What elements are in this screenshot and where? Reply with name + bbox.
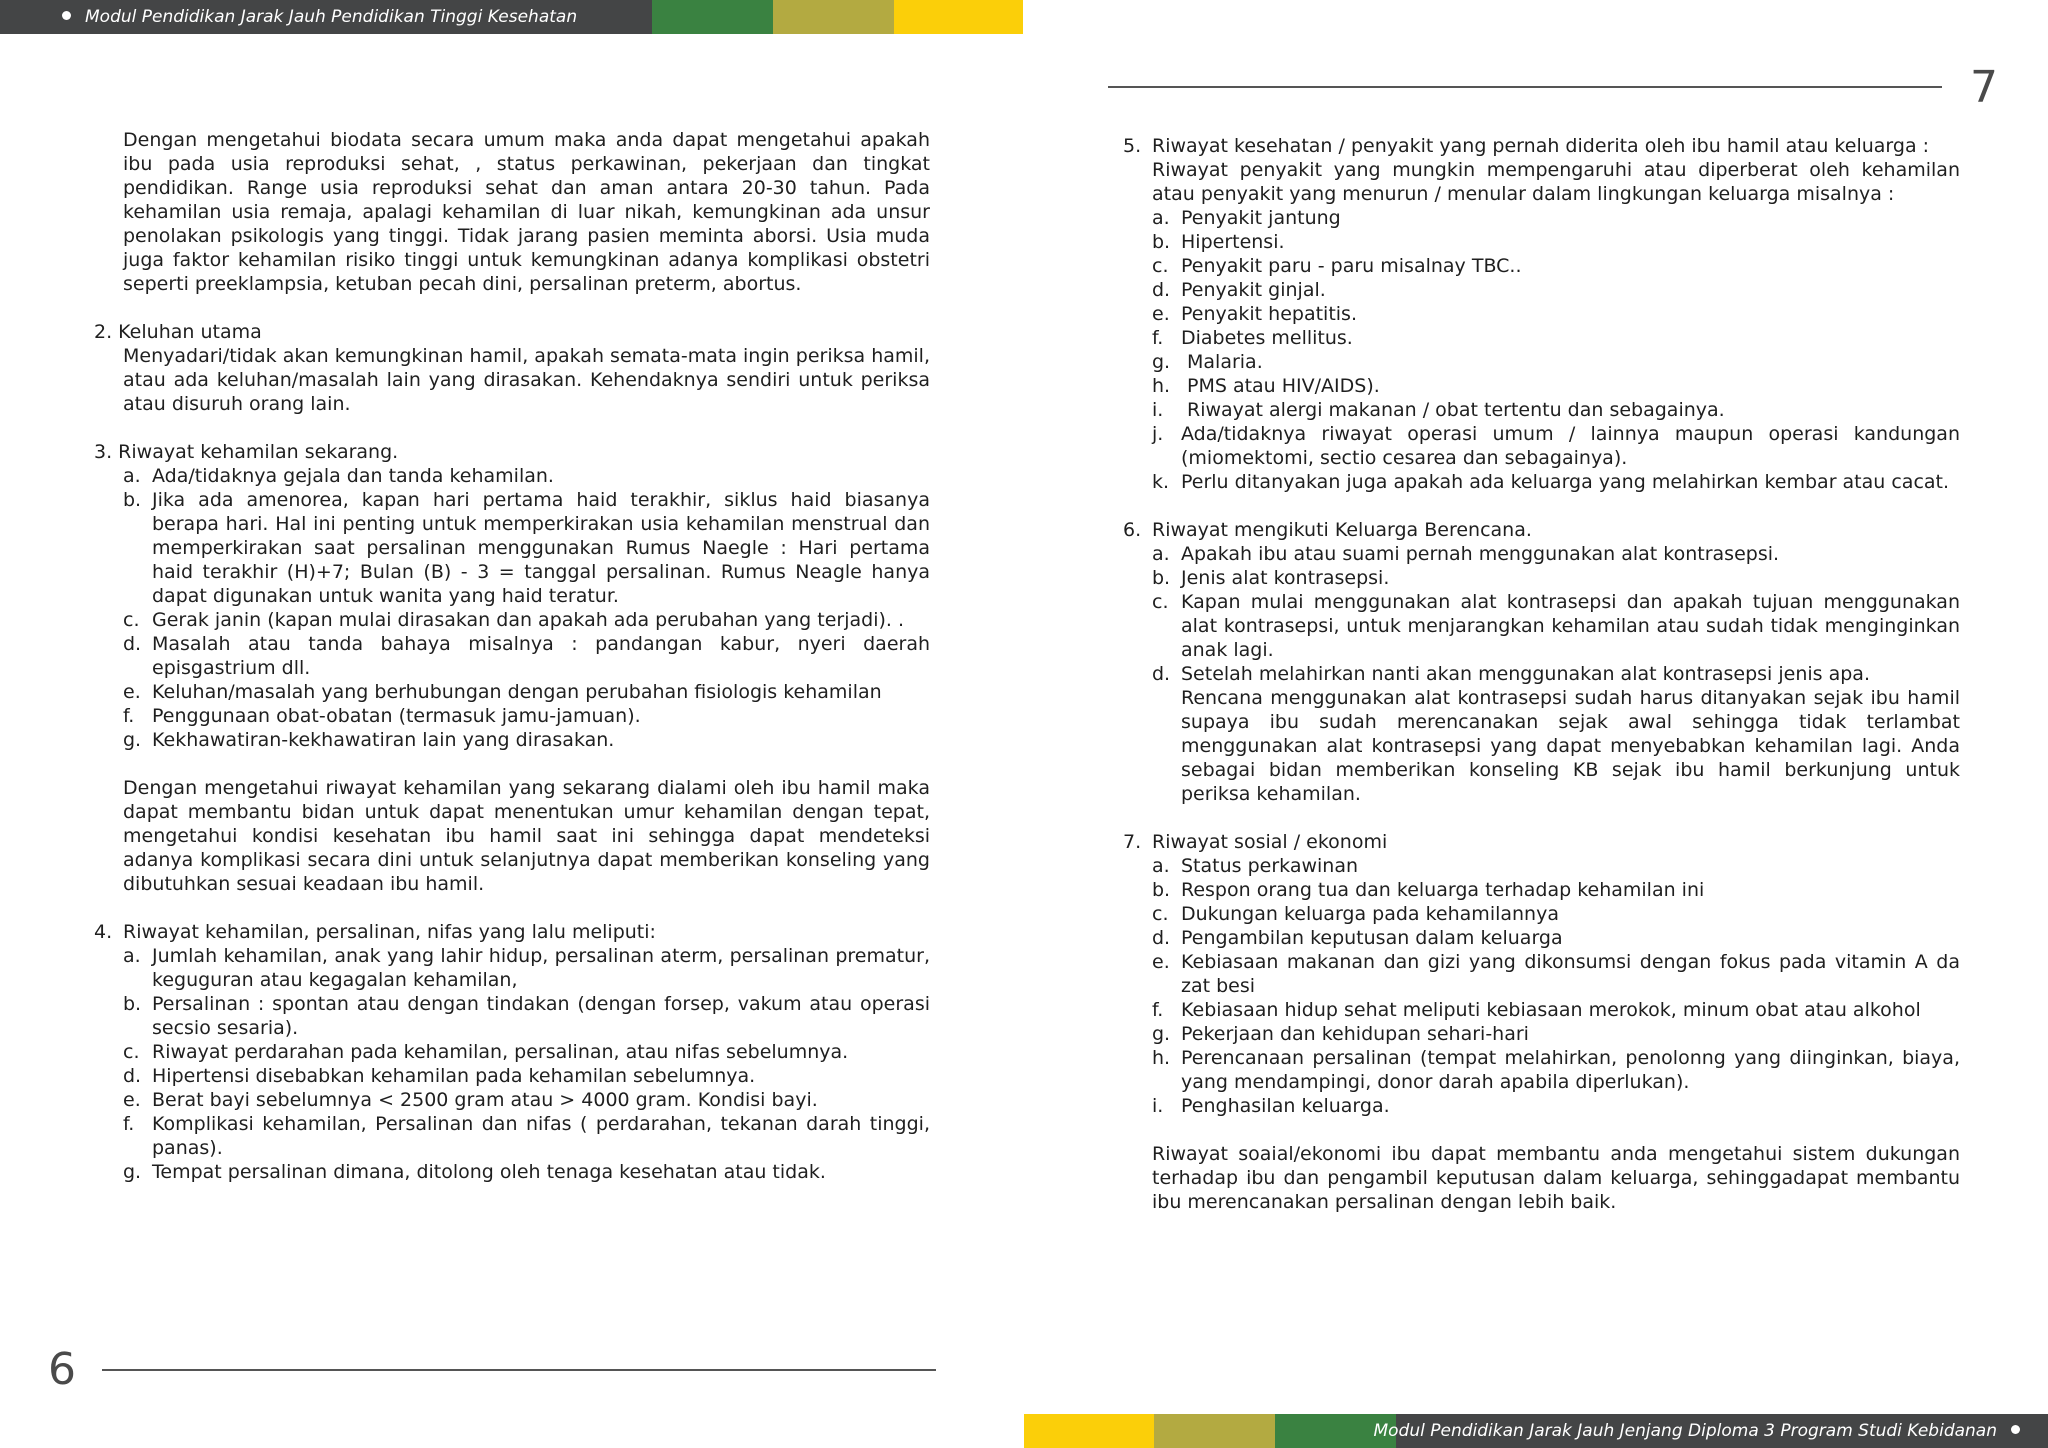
list-item: f. Komplikasi kehamilan, Persalinan dan nifas ( perdarahan, tekanan darah tinggi, panas). — [123, 1113, 930, 1159]
list-item: b. Jenis alat kontrasepsi. — [1152, 567, 1390, 589]
list-item: c. Riwayat perdarahan pada kehamilan, persalinan, atau nifas sebelumnya. — [123, 1041, 849, 1063]
section-3-closing: Dengan mengetahui riwayat kehamilan yang sekarang dialami oleh ibu hamil maka dapat membantu bidan untuk dapat menentukan umur kehamilan dengan tepat, mengetahui kondisi kesehatan ibu hamil saat ini sehingga dapat mendeteksi adanya komplikasi secara dini untuk selanjutnya dapat memberikan konseling yang dibutuhkan sesuai keadaan ibu hamil. — [123, 777, 930, 895]
section-7-list — [1123, 854, 1960, 1118]
header-title — [58, 0, 577, 34]
section-2-heading: 2. Keluhan utama — [94, 321, 262, 343]
list-item: k. Perlu ditanyakan juga apakah ada keluarga yang melahirkan kembar atau cacat. — [1152, 471, 1950, 493]
bullet-icon — [62, 11, 71, 20]
top-rule — [1108, 86, 1942, 88]
footer-band-olive — [1154, 1414, 1275, 1448]
list-item: h. PMS atau HIV/AIDS). — [1152, 375, 1380, 397]
page-number-left: 6 — [48, 1344, 76, 1395]
list-item: g. Malaria. — [1152, 351, 1263, 373]
list-item: b. Hipertensi. — [1152, 231, 1285, 253]
header-title-text: Modul Pendidikan Jarak Jauh Pendidikan Tinggi Kesehatan — [85, 7, 578, 27]
list-item: a. Jumlah kehamilan, anak yang lahir hidup, persalinan aterm, persalinan prematur, keguguran atau kegagalan kehamilan, — [123, 945, 930, 991]
section-3-heading: 3. Riwayat kehamilan sekarang. — [94, 441, 399, 463]
list-item: d. Hipertensi disebabkan kehamilan pada kehamilan sebelumnya. — [123, 1065, 756, 1087]
intro-paragraph: Dengan mengetahui biodata secara umum maka anda dapat mengetahui apakah ibu pada usia reproduksi sehat, , status perkawinan, pekerjaan dan tingkat pendidikan. Range usia reproduksi sehat dan aman antara 20-30 tahun. Pada kehamilan usia remaja, apalagi kehamilan di luar nikah, kemungkinan ada unsur penolakan psikologis yang tinggi. Tidak jarang pasien meminta aborsi. Usia muda juga faktor kehamilan risiko tinggi untuk kemungkinan adanya komplikasi obstetri seperti preeklampsia, ketuban pecah dini, persalinan preterm, abortus. — [123, 129, 930, 295]
list-item: g. Pekerjaan dan kehidupan sehari-hari — [1152, 1023, 1529, 1045]
section-6-list — [1123, 542, 1960, 806]
section-7-heading: 7. Riwayat sosial / ekonomi — [1123, 831, 1388, 853]
bullet-icon — [2011, 1425, 2020, 1434]
section-4-heading: 4. Riwayat kehamilan, persalinan, nifas yang lalu meliputi: — [94, 921, 656, 943]
footer-band-yellow — [1024, 1414, 1154, 1448]
list-item: d. Setelah melahirkan nanti akan menggunakan alat kontrasepsi jenis apa. — [1152, 663, 1870, 685]
header-band-green — [652, 0, 773, 34]
list-item: c. Penyakit paru - paru misalnay TBC.. — [1152, 255, 1522, 277]
section-7-closing: Riwayat soaial/ekonomi ibu dapat membantu anda mengetahui sistem dukungan terhadap ibu dan pengambil keputusan dalam keluarga, sehinggadapat membantu ibu merencanakan persalinan dengan lebih baik. — [1152, 1143, 1960, 1213]
list-item: j. Ada/tidaknya riwayat operasi umum / lainnya maupun operasi kandungan (miomektomi, sectio cesarea dan sebagainya). — [1152, 423, 1960, 469]
footer-title — [1373, 1414, 2024, 1448]
section-5-list — [1123, 206, 1960, 494]
list-item: c. Kapan mulai menggunakan alat kontrasepsi dan apakah tujuan menggunakan alat kontrasepsi, untuk menjarangkan kehamilan atau sudah tidak menginginkan anak lagi. — [1152, 591, 1960, 661]
section-6-heading: 6. Riwayat mengikuti Keluarga Berencana. — [1123, 519, 1532, 541]
list-item: i. Riwayat alergi makanan / obat tertentu dan sebagainya. — [1152, 399, 1725, 421]
list-item: e. Keluhan/masalah yang berhubungan dengan perubahan fisiologis kehamilan — [123, 681, 882, 703]
list-item: f. Diabetes mellitus. — [1152, 327, 1353, 349]
list-item: a. Apakah ibu atau suami pernah menggunakan alat kontrasepsi. — [1152, 543, 1780, 565]
list-item: g. Tempat persalinan dimana, ditolong oleh tenaga kesehatan atau tidak. — [123, 1161, 826, 1183]
list-item: c. Gerak janin (kapan mulai dirasakan dan apakah ada perubahan yang terjadi). . — [123, 609, 905, 631]
list-item: i. Penghasilan keluarga. — [1152, 1095, 1390, 1117]
list-item: d. Pengambilan keputusan dalam keluarga — [1152, 927, 1563, 949]
section-5-body: Riwayat penyakit yang mungkin mempengaruhi atau diperberat oleh kehamilan atau penyakit yang menurun / menular dalam lingkungan keluarga misalnya : — [1152, 159, 1960, 205]
list-item: a. Status perkawinan — [1152, 855, 1359, 877]
header-band-olive — [773, 0, 894, 34]
list-item: f. Penggunaan obat-obatan (termasuk jamu-jamuan). — [123, 705, 641, 727]
left-column — [94, 128, 930, 1184]
section-5-heading: 5. Riwayat kesehatan / penyakit yang pernah diderita oleh ibu hamil atau keluarga : — [1123, 135, 1930, 157]
list-item: c. Dukungan keluarga pada kehamilannya — [1152, 903, 1559, 925]
list-item: a. Ada/tidaknya gejala dan tanda kehamilan. — [123, 465, 554, 487]
bottom-rule — [102, 1369, 936, 1371]
list-item: a. Penyakit jantung — [1152, 207, 1341, 229]
section-3-list — [94, 464, 930, 752]
list-item: b. Respon orang tua dan keluarga terhadap kehamilan ini — [1152, 879, 1705, 901]
list-item: g. Kekhawatiran-kekhawatiran lain yang dirasakan. — [123, 729, 615, 751]
page-number-right: 7 — [1970, 62, 1998, 113]
footer-title-text: Modul Pendidikan Jarak Jauh Jenjang Diploma 3 Program Studi Kebidanan — [1373, 1421, 1997, 1441]
list-item: e. Penyakit hepatitis. — [1152, 303, 1358, 325]
section-2-body: Menyadari/tidak akan kemungkinan hamil, apakah semata-mata ingin periksa hamil, atau ada keluhan/masalah lain yang dirasakan. Kehendaknya sendiri untuk periksa atau disuruh orang lain. — [123, 345, 930, 415]
list-item: e. Kebiasaan makanan dan gizi yang dikonsumsi dengan fokus pada vitamin A da zat besi — [1152, 951, 1960, 997]
section-4-list — [94, 944, 930, 1184]
list-item: d. Penyakit ginjal. — [1152, 279, 1326, 301]
list-item: e. Berat bayi sebelumnya < 2500 gram atau > 4000 gram. Kondisi bayi. — [123, 1089, 818, 1111]
section-6-closing: Rencana menggunakan alat kontrasepsi sudah harus ditanyakan sejak ibu hamil supaya ibu sudah merencanakan sejak awal sehingga tidak terlambat menggunakan alat kontrasepsi yang dapat menyebabkan kehamilan lagi. Anda sebagai bidan memberikan konseling KB sejak ibu hamil berkunjung untuk periksa kehamilan. — [1181, 687, 1960, 805]
list-item: b. Persalinan : spontan atau dengan tindakan (dengan forsep, vakum atau operasi secsio sesaria). — [123, 993, 930, 1039]
right-column — [1123, 134, 1960, 1214]
list-item: d. Masalah atau tanda bahaya misalnya : pandangan kabur, nyeri daerah episgastrium dll. — [123, 633, 930, 679]
list-item: f. Kebiasaan hidup sehat meliputi kebiasaan merokok, minum obat atau alkohol — [1152, 999, 1921, 1021]
list-item: b. Jika ada amenorea, kapan hari pertama haid terakhir, siklus haid biasanya berapa hari. Hal ini penting untuk memperkirakan usia kehamilan menstrual dan memperkirakan saat persalinan menggunakan Rumus Naegle : Hari pertama haid terakhir (H)+7; Bulan (B) - 3 = tanggal persalinan. Rumus Neagle hanya dapat digunakan untuk wanita yang haid teratur. — [123, 489, 930, 607]
list-item: h. Perencanaan persalinan (tempat melahirkan, penolonng yang diinginkan, biaya, yang mendampingi, donor darah apabila diperlukan). — [1152, 1047, 1960, 1093]
header-band-yellow — [894, 0, 1023, 34]
